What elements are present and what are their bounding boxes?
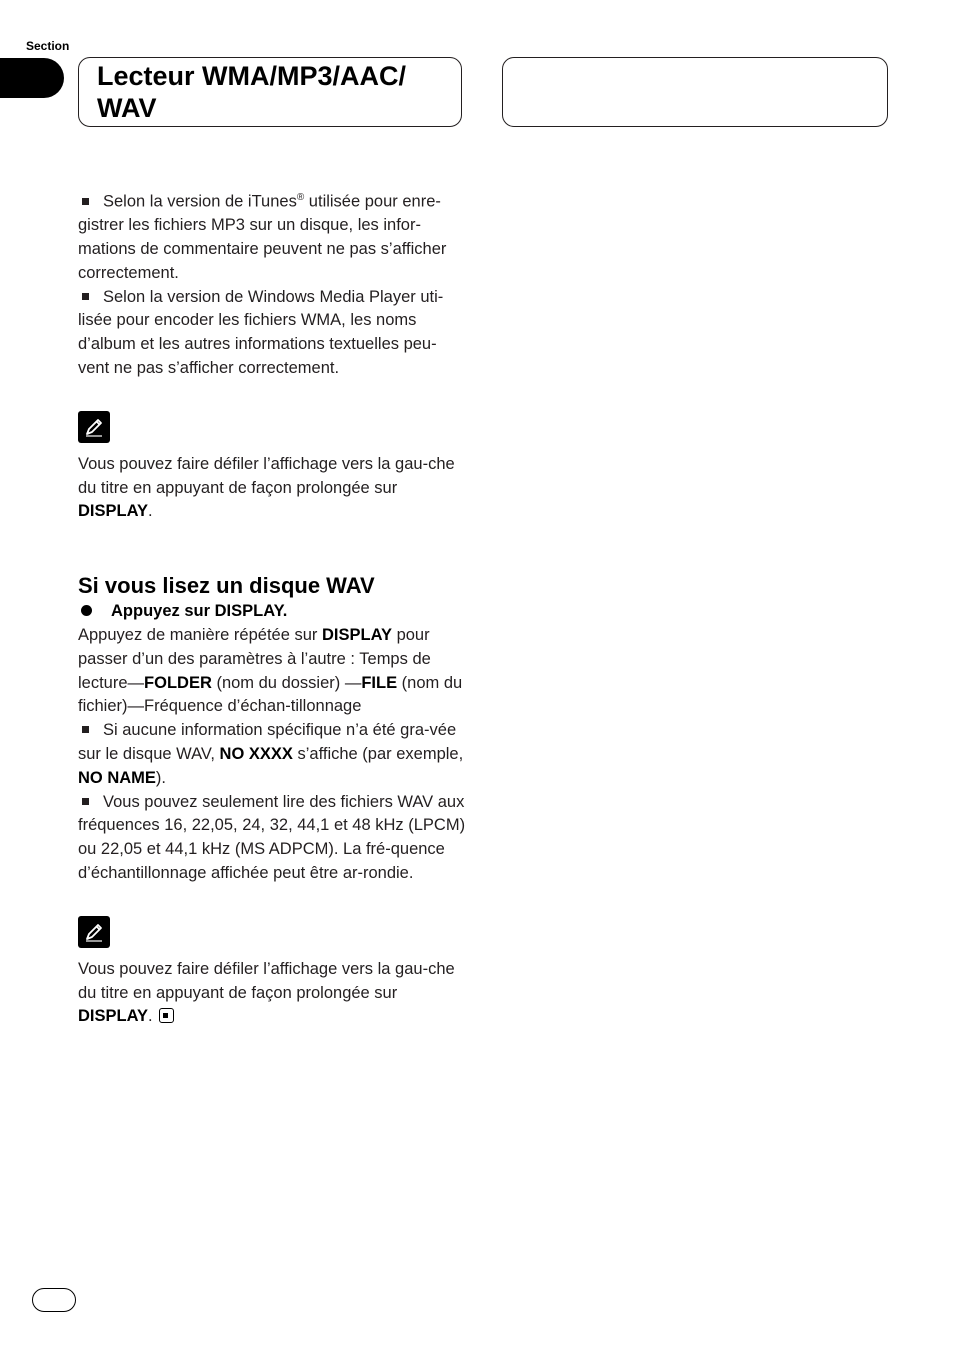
bullet-no-info: Si aucune information spécifique n’a été gra-vée sur le disque WAV, NO XXXX s’affiche (par exemple, NO NAME). (78, 721, 464, 787)
square-bullet-icon (82, 798, 89, 805)
square-bullet-icon (82, 198, 89, 205)
page-title: Lecteur WMA/MP3/AAC/ WAV (97, 61, 407, 123)
bullet-wmp: Selon la version de Windows Media Player uti-lisée pour encoder les fichiers WMA, les noms d’album et les autres informations textuelles peu-vent ne pas s’afficher correctement. (78, 287, 444, 378)
square-bullet-icon (82, 293, 89, 300)
empty-header-box (502, 57, 888, 127)
square-bullet-icon (82, 726, 89, 733)
content-column (78, 186, 466, 1029)
note-pencil-icon (78, 411, 110, 443)
step-bullet-icon (81, 605, 92, 616)
section-tab (0, 58, 64, 98)
note-1-text: Vous pouvez faire défiler l’affichage vers la gau-che du titre en appuyant de façon prolongée sur DISPLAY. (78, 454, 455, 521)
note-2-text: Vous pouvez faire défiler l’affichage vers la gau-che du titre en appuyant de façon prolongée sur DISPLAY. (78, 959, 455, 1026)
step-press-display: Appuyez sur DISPLAY. (78, 600, 466, 624)
bullet-itunes: Selon la version de iTunes® utilisée pour enre-gistrer les fichiers MP3 sur un disque, les infor-mations de commentaire peuvent ne pas s’afficher correctement. (78, 192, 447, 282)
note-pencil-icon (78, 916, 110, 948)
section-label: Section (26, 39, 70, 53)
bullet-frequencies: Vous pouvez seulement lire des fichiers WAV aux fréquences 16, 22,05, 24, 32, 44,1 et 48 kHz (LPCM) ou 22,05 et 44,1 kHz (MS ADPCM). La fré-quence d’échantillonnage affichée peut être ar-rondie. (78, 792, 466, 883)
step-description: Appuyez de manière répétée sur DISPLAY pour passer d’un des paramètres à l’autre : Temps de lecture—FOLDER (nom du dossier) —FILE (nom du fichier)—Fréquence d’échan-tillonnage (78, 626, 463, 716)
end-of-section-icon (159, 1008, 174, 1023)
section-heading-wav: Si vous lisez un disque WAV (78, 573, 375, 599)
page-number-badge (32, 1288, 76, 1312)
